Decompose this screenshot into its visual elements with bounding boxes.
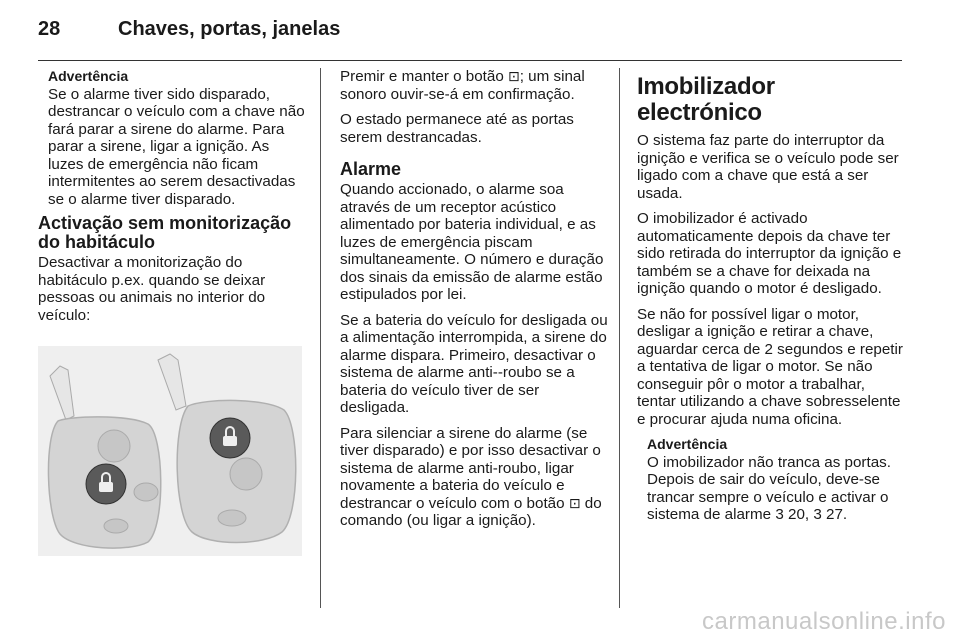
unlock-button-icon: ⊡ xyxy=(568,494,581,511)
text-fragment: Premir e manter o botão xyxy=(340,68,504,85)
paragraph: Se a bateria do veículo for desligada ou a alimentação interrompida, a sirene do alarme dispara. Primeiro, desactivar o sistema de alarme anti--roubo se a bateria do veículo tiver de ser desligada. xyxy=(340,311,608,416)
column-divider-2 xyxy=(619,68,620,608)
paragraph: Se não for possível ligar o motor, desligar a ignição e retirar a chave, aguardar cerca de 2 segundos e repetir a tentativa de ligar o motor. Se não conseguir pôr o motor a trabalhar, tentar utilizando a chave sobresselente e procurar ajuda numa oficina. xyxy=(637,305,903,428)
warning-box xyxy=(38,68,306,208)
warning-box xyxy=(637,436,905,524)
paragraph xyxy=(340,425,608,530)
warning-title: Advertência xyxy=(48,68,129,84)
column-3 xyxy=(637,68,905,530)
paragraph: O estado permanece até as portas serem destrancadas. xyxy=(340,111,574,146)
paragraph: Desactivar a monitorização do habitáculo p.ex. quando se deixar pessoas ou animais no interior do veículo: xyxy=(38,254,266,324)
text-fragment: Para silenciar a sirene do alarme (se tiver disparado) e por isso desactivar o sistema de alarme anti-roubo, ligar novamente a bateria do veículo e destrancar o veículo com o botão xyxy=(340,424,601,512)
page-reference-link[interactable]: 3 20, xyxy=(775,506,810,523)
section-heading-alarm: Alarme xyxy=(340,159,402,179)
section-heading-interior-monitoring: Activação sem monitorização do habitáculo xyxy=(38,213,292,252)
watermark: carmanualsonline.info xyxy=(702,608,946,635)
text-fragment: ; um sinal sonoro ouvir-se-á em confirmação. xyxy=(340,68,585,103)
warning-text: O imobilizador não tranca as portas. Depois de sair do veículo, deve-se trancar sempre o veículo e activar o sistema de alarme xyxy=(647,453,891,523)
page-header xyxy=(38,18,340,52)
unlock-button-icon: ⊡ xyxy=(508,68,520,84)
column-1 xyxy=(38,68,306,556)
page-reference-link[interactable]: 3 27. xyxy=(813,506,848,523)
section-heading-immobiliser: Imobilizador electrónico xyxy=(637,73,775,126)
text-fragment: do comando (ou ligar a ignição). xyxy=(340,494,602,529)
paragraph: O sistema faz parte do interruptor da ignição e verifica se o veículo pode ser ligado com a chave que está a ser usada. xyxy=(637,132,899,202)
chapter-title: Chaves, portas, janelas xyxy=(118,18,341,40)
warning-title: Advertência xyxy=(647,436,728,452)
header-rule xyxy=(38,60,902,61)
warning-text: Se o alarme tiver sido disparado, destrancar o veículo com a chave não fará parar a sirene do alarme. Para parar a sirene, ligar a ignição. As luzes de emergência não ficam intermitentes ao serem desactivadas se o alarme tiver disparado. xyxy=(48,85,305,208)
page-number: 28 xyxy=(38,18,61,40)
remote-key-icon xyxy=(38,346,302,556)
paragraph xyxy=(340,68,608,103)
column-divider-1 xyxy=(320,68,321,608)
column-2 xyxy=(340,68,608,538)
paragraph: O imobilizador é activado automaticamente depois da chave ter sido retirada do interruptor da ignição e também se a chave for deixada na ignição quando o motor é desligado. xyxy=(637,210,902,297)
paragraph: Quando accionado, o alarme soa através de um receptor acústico alimentado por bateria individual, e as luzes de emergência piscam simultaneamente. O número e duração dos sinais da emissão de alarme estão estipulados por lei. xyxy=(340,181,604,303)
